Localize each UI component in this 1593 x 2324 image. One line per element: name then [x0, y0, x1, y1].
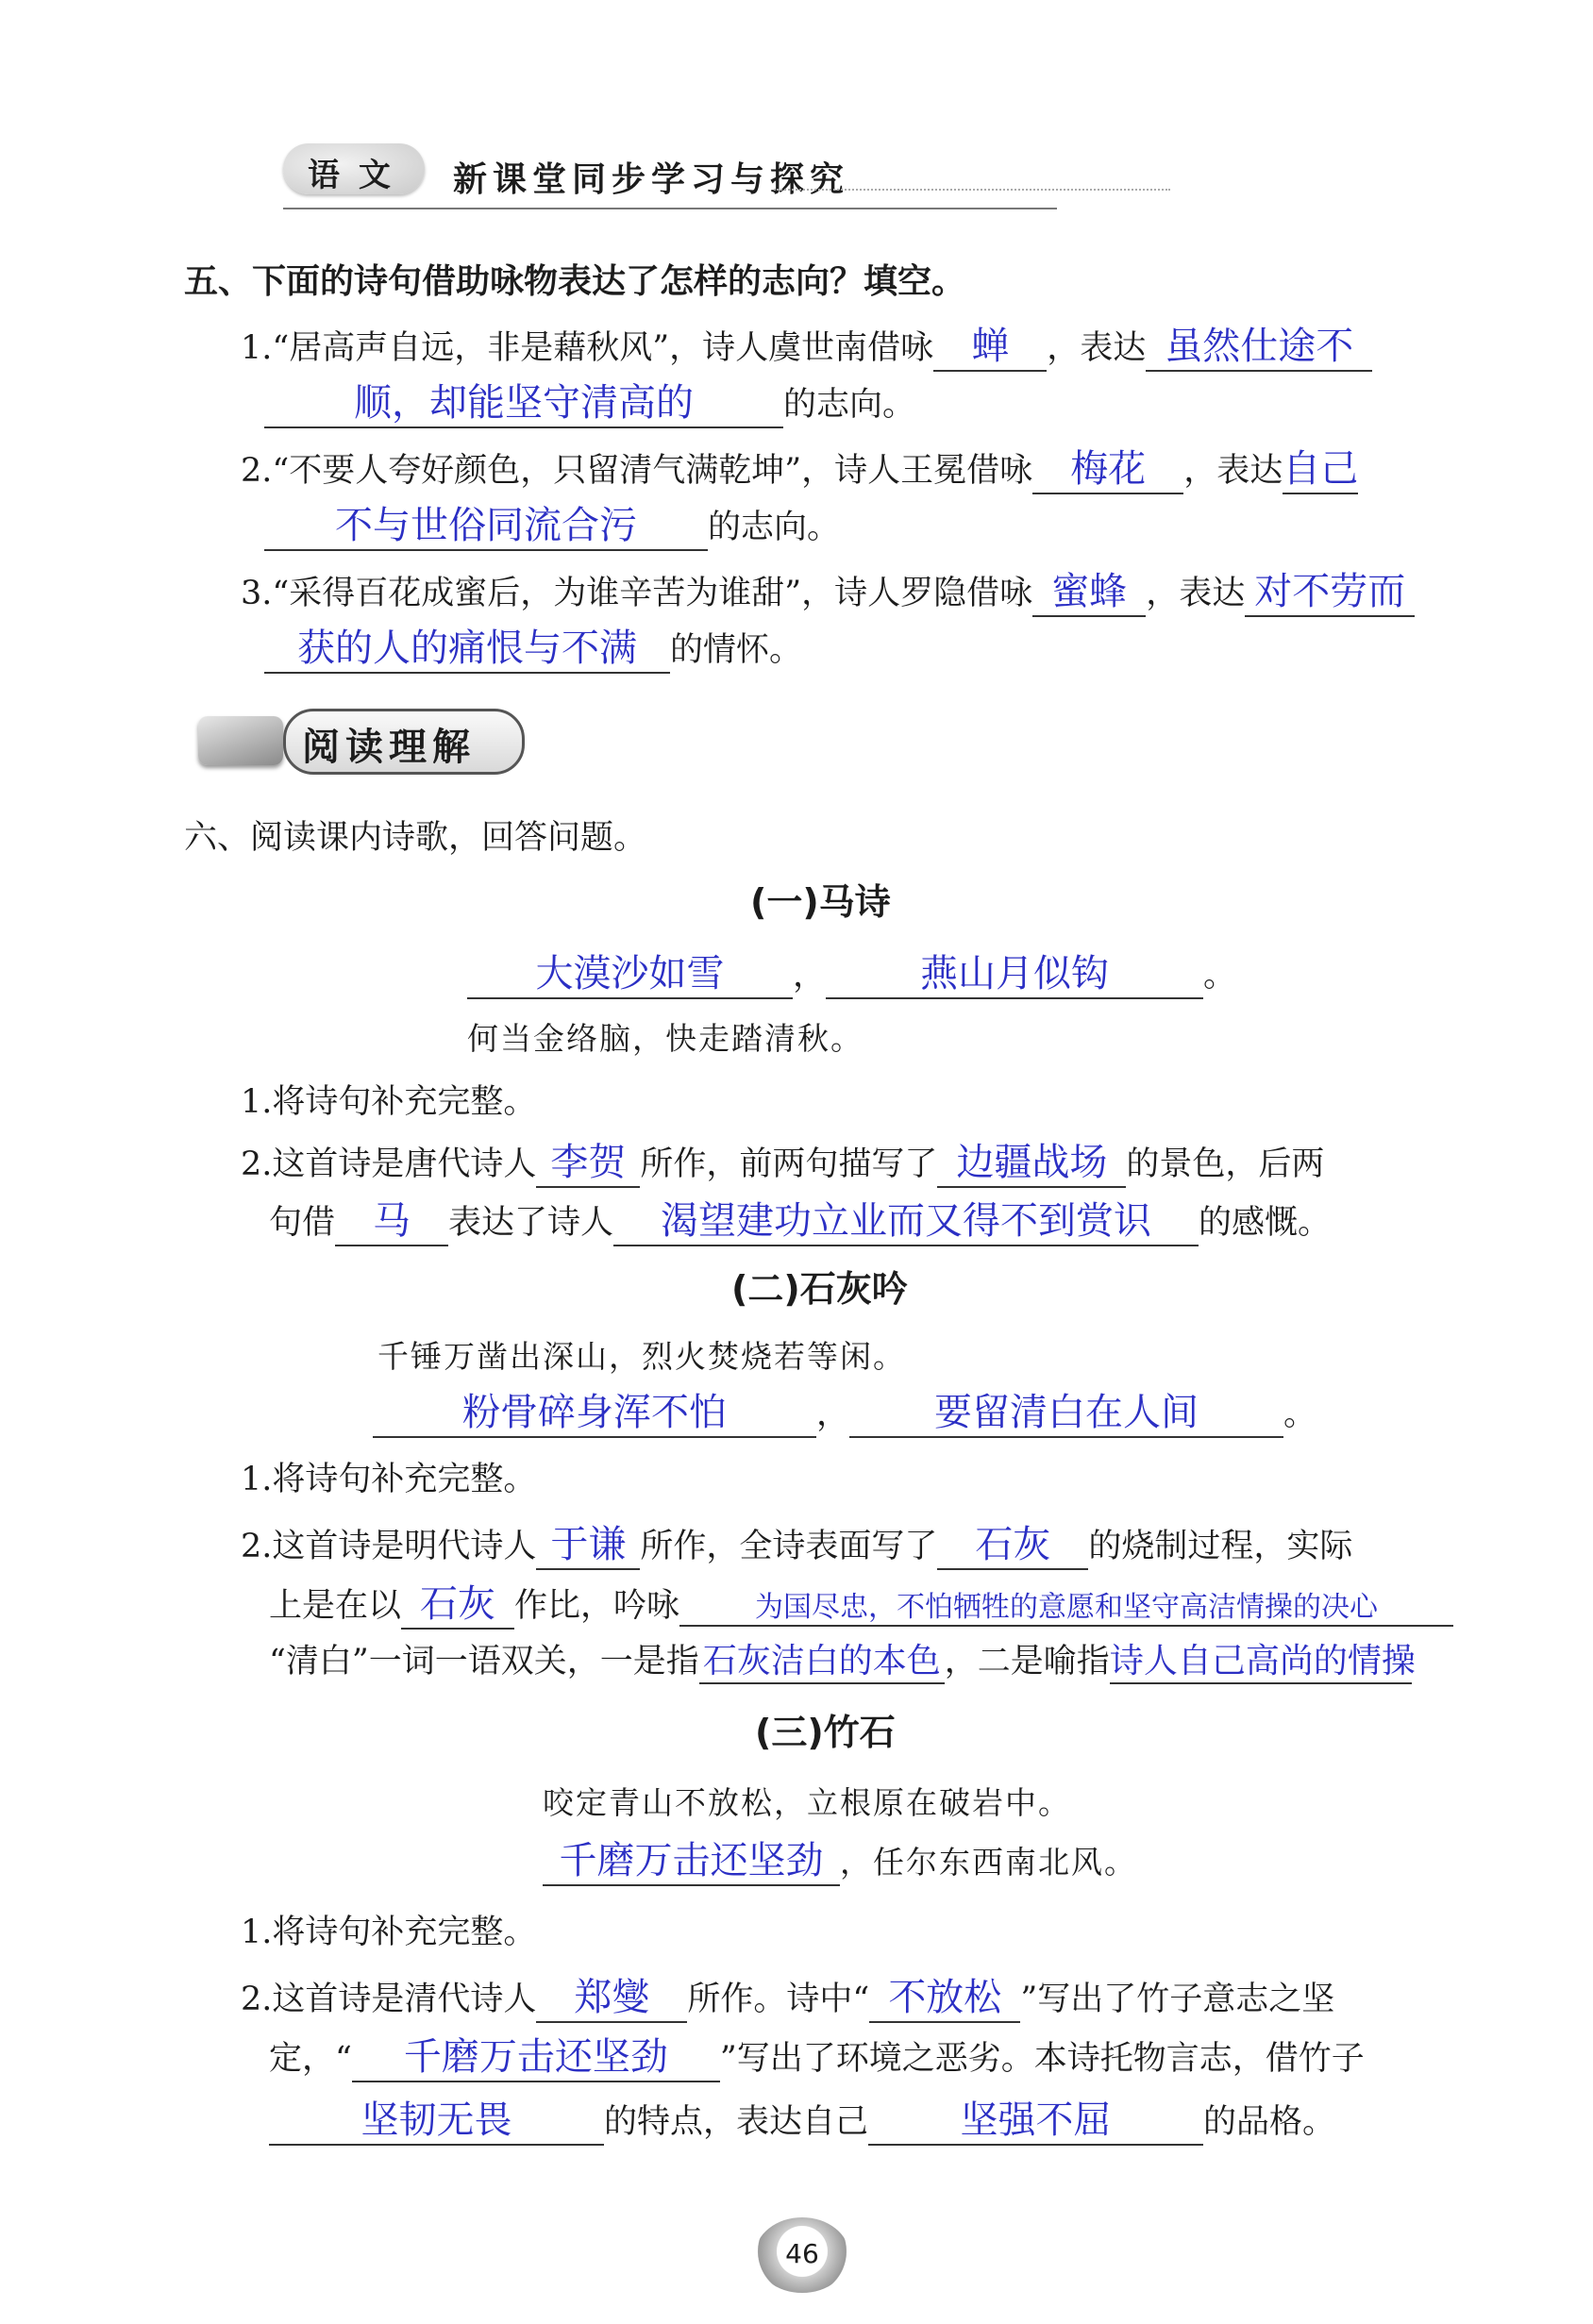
s5-q2-answer2a: 自己: [1283, 447, 1359, 491]
poem3-q1: 1.将诗句补充完整。: [241, 1914, 537, 1951]
poem2-answer-a: 粉骨碎身浑不怕: [462, 1391, 727, 1434]
poem1-line2: 何当金络脑，快走踏清秋。: [467, 1020, 864, 1057]
poem3-q2-l2-pre: 定，“: [269, 2040, 352, 2078]
s5-q1-line1: [241, 316, 1372, 372]
poem1-title: (一)马诗: [750, 881, 891, 923]
poem2-q2-line2: [269, 1574, 1453, 1630]
s5-q3-answer2b: 获的人的痛恨与不满: [297, 627, 637, 670]
poem2-title: (二)石灰吟: [731, 1268, 908, 1310]
poem3-q2-l3-mid: 的特点，表达自己: [604, 2103, 869, 2141]
poem2-q2-mid: 所作，全诗表面写了: [640, 1528, 938, 1565]
poem2-answer-b: 要留清白在人间: [934, 1391, 1199, 1434]
poem2-q2-text: 2.这首诗是明代诗人: [241, 1528, 537, 1565]
poem3-line2-rest: ，任尔东西南北风。: [840, 1844, 1137, 1881]
page-header: [170, 142, 1095, 217]
poem3-q2-answer4: 坚韧无畏: [361, 2098, 512, 2142]
page-number-badge: [755, 2217, 849, 2293]
poem2-line2: [373, 1382, 1316, 1438]
poem1-comma: ，: [793, 957, 827, 995]
s5-q3-answer1: 蜜蜂: [1051, 570, 1128, 613]
poem2-q2-l2-pre: 上是在以: [269, 1587, 402, 1625]
poem2-q2-answer1: 于谦: [550, 1523, 627, 1566]
subject-label: 语 文: [308, 157, 394, 194]
header-rule: [283, 208, 1057, 209]
poem2-period: 。: [1283, 1396, 1317, 1433]
poem2-q2-line3: [269, 1634, 1416, 1684]
s5-q1-text: 1.“居高声自远，非是藉秋风”，诗人虞世南借咏: [241, 329, 934, 367]
poem1-q2-post: 的景色，后两: [1126, 1145, 1325, 1183]
poem2-q2-answer5: 石灰洁白的本色: [702, 1642, 941, 1680]
poem2-q2-l2-mid: 作比，吟咏: [514, 1587, 680, 1625]
s5-q2-answer2b: 不与世俗同流合污: [335, 504, 637, 547]
poem1-answer-b: 燕山月似钩: [920, 952, 1110, 995]
s5-q2-answer1: 梅花: [1070, 447, 1147, 491]
poem2-q2-post: 的烧制过程，实际: [1088, 1528, 1353, 1565]
poem1-q1: 1.将诗句补充完整。: [241, 1083, 537, 1121]
poem3-q2-post: ”写出了竹子意志之坚: [1020, 1981, 1335, 2018]
poem1-q2-answer3: 马: [373, 1199, 411, 1243]
poem1-line1: [467, 944, 1236, 999]
s5-q2-mid: ，表达: [1183, 452, 1283, 490]
s5-q3-mid: ，表达: [1146, 575, 1246, 612]
section5-heading: 五、下面的诗句借助咏物表达了怎样的志向？填空。: [184, 262, 966, 301]
header-dotted-rule: [774, 189, 1170, 191]
poem1-q2-line1: [241, 1132, 1324, 1188]
reading-banner: [189, 703, 528, 778]
s5-q2-text: 2.“不要人夸好颜色，只留清气满乾坤”，诗人王冕借咏: [241, 452, 1033, 490]
poem1-q2-l2-pre: 句借: [269, 1204, 336, 1242]
s5-q2-line2: [264, 495, 840, 551]
s5-q3-post: 的情怀。: [670, 631, 803, 669]
poem2-q2-line1: [241, 1514, 1352, 1570]
section6-heading: 六、阅读课内诗歌，回答问题。: [184, 819, 647, 857]
poem3-q2-answer5: 坚强不屈: [960, 2098, 1112, 2142]
s5-q1-line2: [264, 373, 915, 428]
poem2-line1: 千锤万凿出深山，烈火焚烧若等闲。: [377, 1338, 906, 1375]
s5-q1-answer1: 蝉: [971, 325, 1010, 368]
poem2-q2-l3-pre: “清白”一词一语双关，一是指: [269, 1643, 699, 1680]
poem2-q2-answer3: 石灰: [420, 1582, 496, 1626]
poem3-q2-line1: [241, 1967, 1334, 2023]
poem3-title: (三)竹石: [755, 1712, 896, 1753]
poem3-line1: 咬定青山不放松，立根原在破岩中。: [543, 1784, 1071, 1821]
poem3-line2: [543, 1831, 1137, 1886]
poem3-answer-a: 千磨万击还坚劲: [559, 1839, 824, 1882]
poem2-q1: 1.将诗句补充完整。: [241, 1461, 537, 1498]
s5-q2-line1: [241, 439, 1358, 494]
subject-badge: [283, 143, 425, 194]
poem2-q2-answer4: 为国尽忠，不怕牺牲的意愿和坚守高洁情操的决心: [755, 1591, 1379, 1624]
poem1-answer-a: 大漠沙如雪: [535, 952, 725, 995]
poem3-q2-answer1: 郑燮: [574, 1976, 650, 2019]
poem1-q2-line2: [269, 1191, 1331, 1246]
s5-q1-post: 的志向。: [783, 386, 916, 424]
s5-q3-line1: [241, 561, 1415, 617]
s5-q1-answer2b: 顺，却能坚守清高的: [354, 381, 694, 425]
poem3-q2-text: 2.这首诗是清代诗人: [241, 1981, 537, 2018]
poem3-q2-answer3: 千磨万击还坚劲: [403, 2035, 668, 2079]
poem3-q2-line2: [269, 2027, 1365, 2082]
poem1-q2-l2-mid: 表达了诗人: [448, 1204, 614, 1242]
poem3-q2-l3-post: 的品格。: [1203, 2103, 1336, 2141]
s5-q1-answer2a: 虽然仕途不: [1165, 325, 1354, 368]
s5-q3-answer2a: 对不劳而: [1254, 570, 1406, 613]
poem1-period: 。: [1203, 957, 1237, 995]
book-title: 新课堂同步学习与探究: [453, 159, 850, 199]
banner-title: 阅读理解: [302, 726, 476, 769]
s5-q3-line2: [264, 618, 802, 674]
poem1-q2-answer1: 李贺: [550, 1141, 627, 1184]
poem2-q2-l3-mid: ，二是喻指: [944, 1643, 1110, 1680]
poem2-q2-answer2: 石灰: [975, 1523, 1051, 1566]
s5-q2-post: 的志向。: [708, 509, 841, 546]
poem3-q2-mid: 所作。诗中“: [687, 1981, 870, 2018]
poem3-q2-l2-post: ”写出了环境之恶劣。本诗托物言志，借竹子: [719, 2040, 1365, 2078]
s5-q3-text: 3.“采得百花成蜜后，为谁辛苦为谁甜”，诗人罗隐借咏: [241, 575, 1033, 612]
page-number: 46: [785, 2238, 819, 2269]
poem3-q2-line3: [269, 2090, 1335, 2146]
poem1-q2-mid: 所作，前两句描写了: [640, 1145, 938, 1183]
poem1-q2-text: 2.这首诗是唐代诗人: [241, 1145, 537, 1183]
poem1-q2-answer2: 边疆战场: [956, 1141, 1108, 1184]
poem3-q2-answer2: 不放松: [888, 1976, 1002, 2019]
poem2-comma: ，: [816, 1396, 850, 1433]
poem2-q2-answer6: 诗人自己高尚的情操: [1109, 1642, 1416, 1680]
book-icon: [198, 716, 283, 765]
poem1-q2-l2-post: 的感慨。: [1199, 1204, 1332, 1242]
poem1-q2-answer4: 渴望建功立业而又得不到赏识: [661, 1199, 1152, 1243]
s5-q1-mid: ，表达: [1047, 329, 1147, 367]
